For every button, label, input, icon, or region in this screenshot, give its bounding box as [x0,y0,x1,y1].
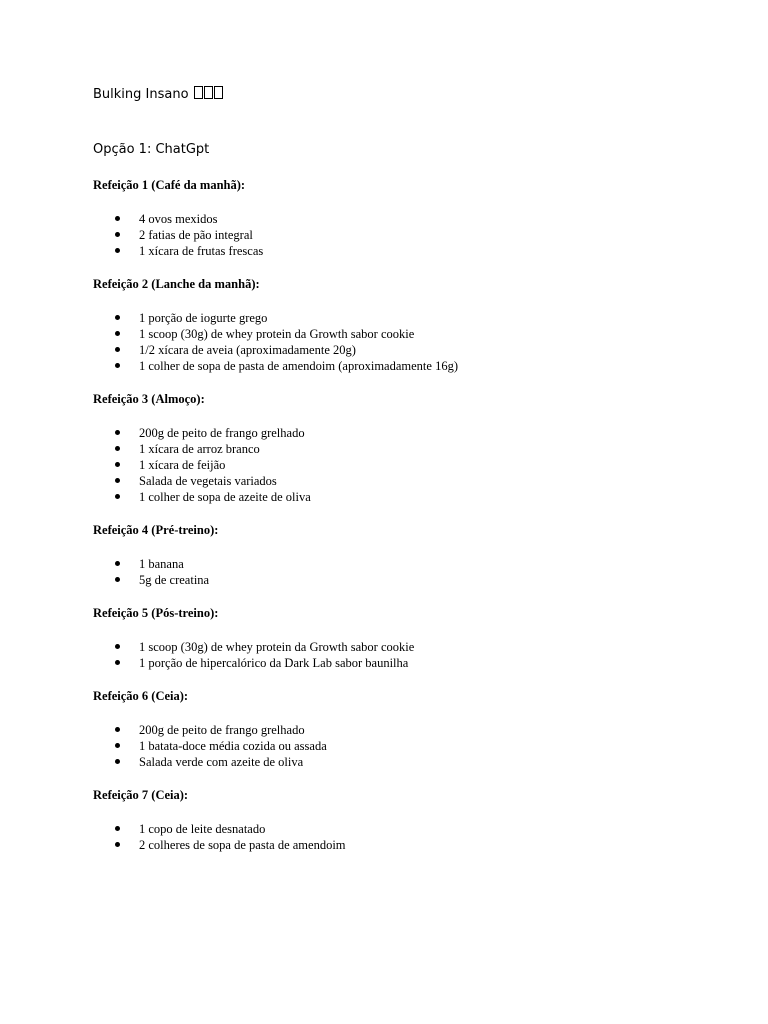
list-item [93,821,733,837]
meal-heading: Refeição 6 (Ceia): [93,689,189,703]
meal-section [93,604,733,671]
list-item [93,441,733,457]
list-item-text: 1 batata-doce média cozida ou assada [139,739,327,753]
meal-item-list [93,556,733,588]
list-item-text: Salada de vegetais variados [139,474,277,488]
meal-section [93,390,733,505]
bullet-icon [115,660,120,665]
list-item [93,837,733,853]
list-item [93,326,733,342]
list-item-text: 1 porção de hipercalórico da Dark Lab sabor baunilha [139,656,409,670]
option-title: Opção 1: ChatGpt [93,142,210,157]
bullet-icon [115,347,120,352]
meal-heading: Refeição 4 (Pré-treino): [93,523,219,537]
meal-heading: Refeição 3 (Almoço): [93,392,205,406]
meal-heading: Refeição 2 (Lanche da manhã): [93,277,260,291]
meal-section [93,176,733,259]
bullet-icon [115,478,120,483]
list-item-text: 2 colheres de sopa de pasta de amendoim [139,838,346,852]
bullet-icon [115,315,120,320]
list-item [93,489,733,505]
list-item-text: 1 colher de sopa de azeite de oliva [139,490,311,504]
list-item-text: 1 porção de iogurte grego [139,311,268,325]
meal-item-list [93,639,733,671]
document-title-text: Bulking Insano [93,87,189,102]
bullet-icon [115,577,120,582]
list-item [93,655,733,671]
list-item [93,473,733,489]
list-item [93,556,733,572]
meal-item-list [93,310,733,374]
list-item-text: 1 xícara de feijão [139,458,226,472]
list-item [93,425,733,441]
meal-plan [93,176,733,869]
bullet-icon [115,216,120,221]
meal-heading: Refeição 7 (Ceia): [93,788,189,802]
list-item [93,227,733,243]
meal-item-list [93,722,733,770]
missing-glyph-icons [193,87,223,102]
bullet-icon [115,743,120,748]
meal-item-list [93,821,733,853]
list-item-text: 1 copo de leite desnatado [139,822,266,836]
list-item [93,722,733,738]
list-item [93,243,733,259]
list-item [93,639,733,655]
bullet-icon [115,331,120,336]
list-item-text: Salada verde com azeite de oliva [139,755,304,769]
bullet-icon [115,759,120,764]
bullet-icon [115,446,120,451]
meal-section [93,521,733,588]
bullet-icon [115,644,120,649]
list-item-text: 200g de peito de frango grelhado [139,426,305,440]
bullet-icon [115,561,120,566]
list-item-text: 1 scoop (30g) de whey protein da Growth sabor cookie [139,640,415,654]
list-item-text: 1 colher de sopa de pasta de amendoim (aproximadamente 16g) [139,359,458,373]
list-item-text: 4 ovos mexidos [139,212,218,226]
list-item [93,754,733,770]
meal-section [93,786,733,853]
list-item-text: 2 fatias de pão integral [139,228,253,242]
document-title [93,86,223,104]
list-item-text: 5g de creatina [139,573,210,587]
bullet-icon [115,430,120,435]
missing-glyph-icon [204,86,213,99]
bullet-icon [115,727,120,732]
list-item-text: 1 xícara de arroz branco [139,442,260,456]
list-item-text: 1 scoop (30g) de whey protein da Growth sabor cookie [139,327,415,341]
missing-glyph-icon [194,86,203,99]
bullet-icon [115,842,120,847]
list-item [93,358,733,374]
list-item-text: 1 banana [139,557,184,571]
meal-heading: Refeição 1 (Café da manhã): [93,178,246,192]
list-item [93,457,733,473]
list-item [93,310,733,326]
bullet-icon [115,363,120,368]
list-item [93,572,733,588]
meal-section [93,687,733,770]
meal-item-list [93,425,733,505]
list-item-text: 1 xícara de frutas frescas [139,244,264,258]
bullet-icon [115,462,120,467]
bullet-icon [115,248,120,253]
bullet-icon [115,232,120,237]
meal-item-list [93,211,733,259]
list-item [93,211,733,227]
list-item-text: 200g de peito de frango grelhado [139,723,305,737]
meal-section [93,275,733,374]
bullet-icon [115,826,120,831]
list-item [93,342,733,358]
list-item [93,738,733,754]
missing-glyph-icon [214,86,223,99]
bullet-icon [115,494,120,499]
meal-heading: Refeição 5 (Pós-treino): [93,606,219,620]
list-item-text: 1/2 xícara de aveia (aproximadamente 20g) [139,343,356,357]
